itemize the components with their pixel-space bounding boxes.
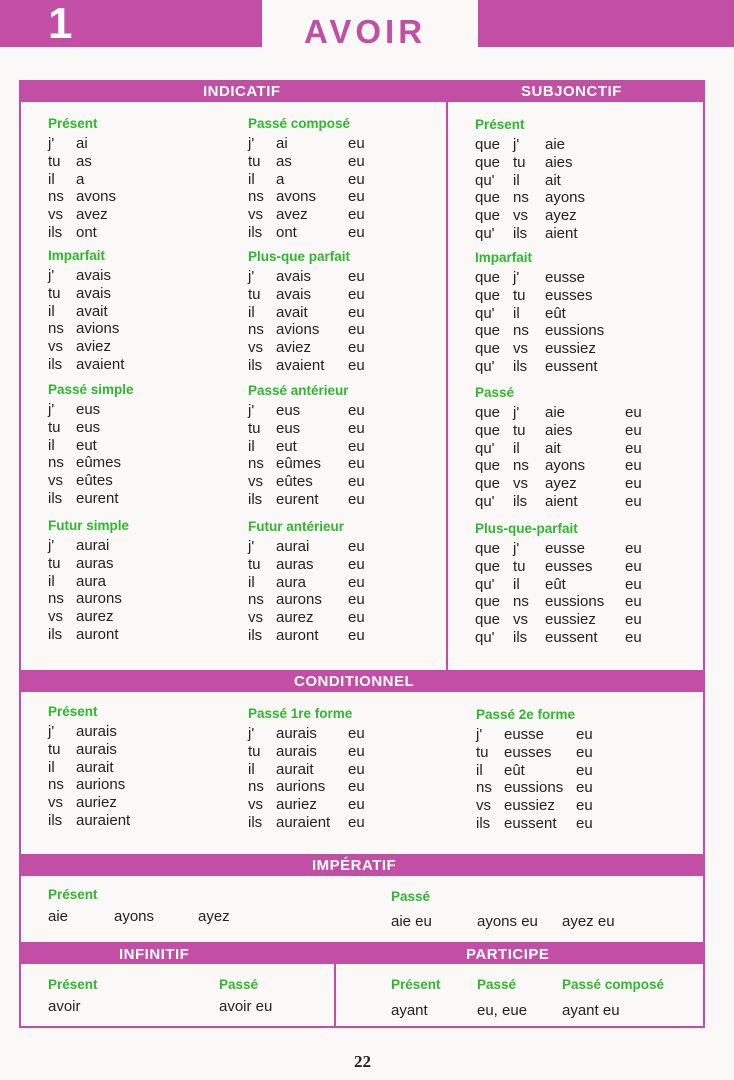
indicatif-passe-simple-label: Passé simple <box>48 382 134 397</box>
conditionnel-passe2-row-3-col-3: eu <box>576 761 593 779</box>
subjonctif-imparfait-row-4-col-3: eussions <box>545 322 605 340</box>
indicatif-passe-simple-row-4-col-1: ns <box>48 454 64 472</box>
indicatif-plus-que-parfait-row-2-col-1: tu <box>248 285 261 303</box>
indicatif-present-label: Présent <box>48 116 98 131</box>
conditionnel-passe1-row-6-col-1: ils <box>248 814 263 831</box>
conditionnel-passe1-row-3-col-3: eu <box>348 760 365 778</box>
indicatif-passe-anterieur-row-1-col-3: eu <box>348 402 365 419</box>
indicatif-passe-anterieur-label: Passé antérieur <box>248 383 349 398</box>
conditionnel-passe1-row-3-col-1: il <box>248 760 255 778</box>
imperatif-passe-label: Passé <box>391 889 431 904</box>
indicatif-plus-que-parfait-row-6-col-3: eu <box>348 357 365 374</box>
indicatif-futur-simple-row-6-col-2: auront <box>76 626 119 643</box>
indicatif-futur-simple-row-3-col-2: aura <box>76 572 107 590</box>
indicatif-imparfait-row-5-col-2: aviez <box>76 338 112 356</box>
participe-present: ayant <box>391 1002 428 1019</box>
subjonctif-plus-que-parfait-row-5-col-2: vs <box>513 611 528 629</box>
indicatif-passe-simple-row-1-col-2: eus <box>76 401 101 418</box>
indicatif-futur-anterieur-row-5-col-2: aurez <box>276 609 314 627</box>
indicatif-present-row-3-col-2: a <box>76 170 85 188</box>
subjonctif-plus-que-parfait-row-4-col-3: eussions <box>545 593 605 611</box>
header-bar-left <box>0 0 262 47</box>
conditionnel-passe2-row-5-col-2: eussiez <box>504 797 555 815</box>
imperatif-passe-3: ayez eu <box>562 913 615 930</box>
indicatif-futur-simple-row-4-col-1: ns <box>48 590 64 608</box>
participe-passe: eu, eue <box>477 1002 528 1019</box>
subjonctif-passe-row-3-col-4: eu <box>625 439 642 457</box>
indicatif-plus-que-parfait-row-4-col-1: ns <box>248 321 264 339</box>
indicatif-futur-anterieur-row-3-col-1: il <box>248 573 255 591</box>
conditionnel-passe1-row-2-col-1: tu <box>248 742 261 760</box>
indicatif-passe-compose-row-2-col-2: as <box>276 152 292 170</box>
indicatif-passe-simple-row-5-col-1: vs <box>48 472 63 490</box>
indicatif-passe-anterieur-row-2-col-1: tu <box>248 419 261 437</box>
participe-passe-compose-label: Passé composé <box>562 977 665 992</box>
subjonctif-imparfait-row-1-col-1: que <box>475 269 501 286</box>
conditionnel-passe2-label: Passé 2e forme <box>476 707 576 722</box>
indicatif-futur-anterieur-row-3-col-3: eu <box>348 573 365 591</box>
indicatif-passe-anterieur-row-6-col-3: eu <box>348 491 365 508</box>
indicatif-imparfait-row-6-col-2: avaient <box>76 356 125 373</box>
conditionnel-passe2-row-6-col-2: eussent <box>504 815 557 832</box>
conditionnel-passe2-row-6-col-3: eu <box>576 815 593 832</box>
conditionnel-passe1-row-6-col-2: auraient <box>276 814 331 831</box>
subjonctif-present-row-3-col-1: qu' <box>475 171 495 189</box>
indicatif-plus-que-parfait-row-3-col-2: avait <box>276 303 308 321</box>
subjonctif-present-row-2-col-3: aies <box>545 153 573 171</box>
column-divider <box>446 100 448 670</box>
indicatif-imparfait-row-1-col-2: avais <box>76 267 112 284</box>
page-number: 22 <box>354 1052 371 1071</box>
conditionnel-passe2-row-6-col-1: ils <box>476 815 491 832</box>
indicatif-passe-anterieur-row-1-col-1: j' <box>248 402 255 419</box>
indicatif-passe-compose-row-2-col-3: eu <box>348 152 365 170</box>
indicatif-futur-simple-row-5-col-2: aurez <box>76 608 114 626</box>
subjonctif-passe-row-2-col-2: tu <box>513 421 526 439</box>
indicatif-plus-que-parfait-label: Plus-que parfait <box>248 249 351 264</box>
subjonctif-plus-que-parfait-row-2-col-3: eusses <box>545 557 593 575</box>
indicatif-passe-anterieur-row-2-col-2: eus <box>276 419 301 437</box>
indicatif-passe-compose-row-1-col-2: ai <box>276 135 288 152</box>
conditionnel-passe2-row-2-col-3: eu <box>576 743 593 761</box>
subjonctif-imparfait-row-1-col-2: j' <box>513 269 520 286</box>
imperatif-passe-2: ayons eu <box>477 913 538 930</box>
verb-title: AVOIR <box>304 13 427 50</box>
conditionnel-present-row-3-col-1: il <box>48 758 55 776</box>
subjonctif-imparfait-row-6-col-2: ils <box>513 358 528 375</box>
indicatif-passe-anterieur-row-3-col-1: il <box>248 437 255 455</box>
conditionnel-passe2-row-1-col-2: eusse <box>504 726 545 743</box>
subjonctif-plus-que-parfait-row-3-col-1: qu' <box>475 575 495 593</box>
indicatif-passe-anterieur-row-4-col-3: eu <box>348 455 365 473</box>
indicatif-futur-anterieur-row-6-col-3: eu <box>348 627 365 644</box>
conditionnel-present-row-1-col-2: aurais <box>76 723 117 740</box>
indicatif-passe-anterieur-row-5-col-1: vs <box>248 473 263 491</box>
subjonctif-passe-row-2-col-4: eu <box>625 421 642 439</box>
indicatif-passe-anterieur-row-5-col-3: eu <box>348 473 365 491</box>
indicatif-passe-anterieur-row-3-col-3: eu <box>348 437 365 455</box>
indicatif-present-row-2-col-1: tu <box>48 152 61 170</box>
subjonctif-plus-que-parfait-row-3-col-2: il <box>513 575 520 593</box>
infinitif-passe: avoir eu <box>219 998 273 1015</box>
subjonctif-imparfait-row-2-col-3: eusses <box>545 286 593 304</box>
indicatif-passe-compose-row-4-col-2: avons <box>276 188 317 206</box>
indicatif-plus-que-parfait-row-1-col-3: eu <box>348 268 365 285</box>
subjonctif-present-row-1-col-3: aie <box>545 136 566 153</box>
subjonctif-passe-row-2-col-3: aies <box>545 421 573 439</box>
subjonctif-present-row-6-col-2: ils <box>513 225 528 242</box>
indicatif-passe-compose-row-6-col-3: eu <box>348 224 365 241</box>
imperatif-passe-1: aie eu <box>391 913 432 930</box>
indicatif-futur-anterieur-row-2-col-1: tu <box>248 555 261 573</box>
indicatif-present-row-2-col-2: as <box>76 152 92 170</box>
conditionnel-present-row-5-col-2: auriez <box>76 794 117 812</box>
subjonctif-present-row-6-col-3: aient <box>545 225 578 242</box>
indicatif-futur-anterieur-row-4-col-3: eu <box>348 591 365 609</box>
subjonctif-present-label: Présent <box>475 117 525 132</box>
subjonctif-plus-que-parfait-row-2-col-1: que <box>475 557 501 575</box>
indicatif-futur-anterieur-row-2-col-2: auras <box>276 555 314 573</box>
subjonctif-passe-row-1-col-2: j' <box>513 404 520 421</box>
imperatif-present-1: aie <box>48 908 69 925</box>
subjonctif-present-row-2-col-2: tu <box>513 153 526 171</box>
conditionnel-present-label: Présent <box>48 704 98 719</box>
subjonctif-plus-que-parfait-row-1-col-4: eu <box>625 540 642 557</box>
subjonctif-plus-que-parfait-row-3-col-4: eu <box>625 575 642 593</box>
subjonctif-present-row-4-col-2: ns <box>513 189 529 207</box>
indicatif-futur-simple-row-1-col-1: j' <box>48 537 55 554</box>
subjonctif-plus-que-parfait-row-5-col-1: que <box>475 611 501 629</box>
conditionnel-passe2-row-1-col-1: j' <box>476 726 483 743</box>
conditionnel-passe1-row-1-col-1: j' <box>248 725 255 742</box>
section-title-conditionnel: CONDITIONNEL <box>294 673 415 690</box>
indicatif-plus-que-parfait-row-5-col-1: vs <box>248 339 263 357</box>
subjonctif-passe-row-6-col-1: qu' <box>475 493 495 510</box>
conditionnel-passe1-row-1-col-3: eu <box>348 725 365 742</box>
subjonctif-plus-que-parfait-row-1-col-3: eusse <box>545 540 586 557</box>
indicatif-passe-simple-row-2-col-2: eus <box>76 418 101 436</box>
subjonctif-passe-row-6-col-3: aient <box>545 493 578 510</box>
subjonctif-plus-que-parfait-row-6-col-2: ils <box>513 629 528 646</box>
indicatif-futur-simple-row-4-col-2: aurons <box>76 590 122 608</box>
subjonctif-plus-que-parfait-row-5-col-4: eu <box>625 611 642 629</box>
subjonctif-imparfait-row-5-col-2: vs <box>513 340 528 358</box>
subjonctif-imparfait-row-2-col-2: tu <box>513 286 526 304</box>
conditionnel-passe2-row-5-col-1: vs <box>476 797 491 815</box>
subjonctif-passe-row-5-col-4: eu <box>625 475 642 493</box>
subjonctif-plus-que-parfait-row-4-col-2: ns <box>513 593 529 611</box>
indicatif-imparfait-row-5-col-1: vs <box>48 338 63 356</box>
subjonctif-passe-row-4-col-1: que <box>475 457 501 475</box>
indicatif-present-row-5-col-1: vs <box>48 206 63 224</box>
conditionnel-present-row-1-col-1: j' <box>48 723 55 740</box>
indicatif-imparfait-row-4-col-1: ns <box>48 320 64 338</box>
indicatif-passe-simple-row-6-col-1: ils <box>48 490 63 507</box>
subjonctif-imparfait-row-4-col-2: ns <box>513 322 529 340</box>
indicatif-imparfait-row-3-col-2: avait <box>76 302 108 320</box>
subjonctif-passe-row-5-col-2: vs <box>513 475 528 493</box>
imperatif-present-3: ayez <box>198 908 230 925</box>
indicatif-present-row-4-col-2: avons <box>76 188 117 206</box>
indicatif-futur-anterieur-row-5-col-3: eu <box>348 609 365 627</box>
indicatif-futur-anterieur-row-6-col-1: ils <box>248 627 263 644</box>
indicatif-futur-anterieur-row-5-col-1: vs <box>248 609 263 627</box>
indicatif-plus-que-parfait-row-6-col-1: ils <box>248 357 263 374</box>
indicatif-imparfait-row-1-col-1: j' <box>48 267 55 284</box>
infinitif-present-label: Présent <box>48 977 98 992</box>
subjonctif-imparfait-row-2-col-1: que <box>475 286 501 304</box>
indicatif-present-row-5-col-2: avez <box>76 206 108 224</box>
subjonctif-present-row-2-col-1: que <box>475 153 501 171</box>
subjonctif-imparfait-row-4-col-1: que <box>475 322 501 340</box>
subjonctif-passe-row-1-col-1: que <box>475 404 501 421</box>
conditionnel-present-row-6-col-1: ils <box>48 812 63 829</box>
indicatif-passe-simple-row-2-col-1: tu <box>48 418 61 436</box>
conditionnel-present-row-4-col-2: aurions <box>76 776 126 794</box>
subjonctif-present-row-4-col-1: que <box>475 189 501 207</box>
subjonctif-plus-que-parfait-row-2-col-4: eu <box>625 557 642 575</box>
indicatif-plus-que-parfait-row-2-col-3: eu <box>348 285 365 303</box>
conditionnel-present-row-6-col-2: auraient <box>76 812 131 829</box>
subjonctif-passe-row-3-col-1: qu' <box>475 439 495 457</box>
conditionnel-passe1-row-2-col-3: eu <box>348 742 365 760</box>
subjonctif-present-row-5-col-1: que <box>475 207 501 225</box>
subjonctif-passe-row-4-col-2: ns <box>513 457 529 475</box>
indicatif-passe-simple-row-1-col-1: j' <box>48 401 55 418</box>
conditionnel-passe1-row-3-col-2: aurait <box>276 760 314 778</box>
infinitif-participe-divider <box>334 962 336 1026</box>
indicatif-plus-que-parfait-row-1-col-1: j' <box>248 268 255 285</box>
conditionnel-passe2-row-4-col-2: eussions <box>504 779 564 797</box>
indicatif-futur-anterieur-label: Futur antérieur <box>248 519 345 534</box>
indicatif-passe-compose-row-1-col-1: j' <box>248 135 255 152</box>
conditionnel-passe1-row-4-col-2: aurions <box>276 778 326 796</box>
indicatif-present-row-6-col-2: ont <box>76 224 97 241</box>
conditionnel-passe1-row-5-col-3: eu <box>348 796 365 814</box>
indicatif-present-row-1-col-2: ai <box>76 135 88 152</box>
conditionnel-passe2-row-2-col-2: eusses <box>504 743 552 761</box>
conditionnel-passe1-label: Passé 1re forme <box>248 706 353 721</box>
indicatif-present-row-3-col-1: il <box>48 170 55 188</box>
section-title-infinitif: INFINITIF <box>119 946 190 963</box>
verb-number: 1 <box>48 0 73 48</box>
indicatif-futur-simple-label: Futur simple <box>48 518 130 533</box>
indicatif-passe-compose-row-5-col-1: vs <box>248 206 263 224</box>
subjonctif-passe-row-1-col-3: aie <box>545 404 566 421</box>
indicatif-passe-simple-row-4-col-2: eûmes <box>76 454 122 472</box>
indicatif-plus-que-parfait-row-3-col-3: eu <box>348 303 365 321</box>
subjonctif-plus-que-parfait-label: Plus-que-parfait <box>475 521 578 536</box>
subjonctif-passe-row-2-col-1: que <box>475 421 501 439</box>
imperatif-present-label: Présent <box>48 887 98 902</box>
indicatif-plus-que-parfait-row-4-col-2: avions <box>276 321 320 339</box>
indicatif-passe-anterieur-row-5-col-2: eûtes <box>276 473 313 491</box>
subjonctif-present-row-1-col-2: j' <box>513 136 520 153</box>
indicatif-plus-que-parfait-row-1-col-2: avais <box>276 268 312 285</box>
indicatif-passe-compose-row-5-col-3: eu <box>348 206 365 224</box>
subjonctif-present-row-4-col-3: ayons <box>545 189 586 207</box>
indicatif-present-row-4-col-1: ns <box>48 188 64 206</box>
conditionnel-passe2-row-1-col-3: eu <box>576 726 593 743</box>
indicatif-plus-que-parfait-row-5-col-2: aviez <box>276 339 312 357</box>
infinitif-passe-label: Passé <box>219 977 259 992</box>
section-title-indicatif: INDICATIF <box>203 83 281 100</box>
indicatif-imparfait-row-4-col-2: avions <box>76 320 120 338</box>
subjonctif-present-row-5-col-2: vs <box>513 207 528 225</box>
indicatif-futur-simple-row-2-col-2: auras <box>76 554 114 572</box>
indicatif-passe-compose-row-2-col-1: tu <box>248 152 261 170</box>
subjonctif-imparfait-row-3-col-1: qu' <box>475 304 495 322</box>
indicatif-futur-anterieur-row-4-col-2: aurons <box>276 591 322 609</box>
subjonctif-imparfait-label: Imparfait <box>475 250 533 265</box>
indicatif-futur-simple-row-2-col-1: tu <box>48 554 61 572</box>
indicatif-futur-simple-row-3-col-1: il <box>48 572 55 590</box>
indicatif-imparfait-row-6-col-1: ils <box>48 356 63 373</box>
participe-passe-label: Passé <box>477 977 517 992</box>
conditionnel-passe1-row-1-col-2: aurais <box>276 725 317 742</box>
indicatif-passe-compose-label: Passé composé <box>248 116 351 131</box>
indicatif-plus-que-parfait-row-3-col-1: il <box>248 303 255 321</box>
indicatif-plus-que-parfait-row-4-col-3: eu <box>348 321 365 339</box>
indicatif-passe-simple-row-3-col-1: il <box>48 436 55 454</box>
conditionnel-passe2-row-5-col-3: eu <box>576 797 593 815</box>
conditionnel-passe2-row-3-col-1: il <box>476 761 483 779</box>
conditionnel-present-row-3-col-2: aurait <box>76 758 114 776</box>
subjonctif-imparfait-row-3-col-3: eût <box>545 304 566 322</box>
imperatif-present-2: ayons <box>114 908 155 925</box>
subjonctif-imparfait-row-5-col-1: que <box>475 340 501 358</box>
subjonctif-plus-que-parfait-row-1-col-1: que <box>475 540 501 557</box>
indicatif-passe-simple-row-5-col-2: eûtes <box>76 472 113 490</box>
subjonctif-plus-que-parfait-row-4-col-4: eu <box>625 593 642 611</box>
indicatif-futur-anterieur-row-2-col-3: eu <box>348 555 365 573</box>
indicatif-passe-anterieur-row-6-col-2: eurent <box>276 491 319 508</box>
conditionnel-passe1-row-2-col-2: aurais <box>276 742 317 760</box>
indicatif-present-row-1-col-1: j' <box>48 135 55 152</box>
participe-passe-compose: ayant eu <box>562 1002 620 1019</box>
participe-present-label: Présent <box>391 977 441 992</box>
conditionnel-passe2-row-4-col-3: eu <box>576 779 593 797</box>
conditionnel-passe1-row-6-col-3: eu <box>348 814 365 831</box>
subjonctif-passe-row-1-col-4: eu <box>625 404 642 421</box>
indicatif-futur-anterieur-row-6-col-2: auront <box>276 627 319 644</box>
subjonctif-imparfait-row-1-col-3: eusse <box>545 269 586 286</box>
conditionnel-present-row-2-col-1: tu <box>48 740 61 758</box>
indicatif-futur-anterieur-row-1-col-2: aurai <box>276 538 310 555</box>
conditionnel-passe2-row-4-col-1: ns <box>476 779 492 797</box>
conditionnel-passe1-row-5-col-1: vs <box>248 796 263 814</box>
indicatif-plus-que-parfait-row-2-col-2: avais <box>276 285 312 303</box>
indicatif-passe-compose-row-3-col-3: eu <box>348 170 365 188</box>
indicatif-passe-anterieur-row-4-col-1: ns <box>248 455 264 473</box>
conditionnel-present-row-2-col-2: aurais <box>76 740 117 758</box>
indicatif-passe-anterieur-row-1-col-2: eus <box>276 402 301 419</box>
indicatif-passe-anterieur-row-3-col-2: eut <box>276 437 297 455</box>
indicatif-passe-compose-row-3-col-2: a <box>276 170 285 188</box>
indicatif-imparfait-row-2-col-2: avais <box>76 284 112 302</box>
subjonctif-imparfait-row-6-col-3: eussent <box>545 358 598 375</box>
subjonctif-plus-que-parfait-row-6-col-1: qu' <box>475 629 495 646</box>
indicatif-futur-simple-row-5-col-1: vs <box>48 608 63 626</box>
indicatif-passe-simple-row-6-col-2: eurent <box>76 490 119 507</box>
conditionnel-passe1-row-4-col-1: ns <box>248 778 264 796</box>
indicatif-imparfait-label: Imparfait <box>48 248 106 263</box>
infinitif-present: avoir <box>48 998 81 1015</box>
subjonctif-plus-que-parfait-row-3-col-3: eût <box>545 575 566 593</box>
subjonctif-plus-que-parfait-row-2-col-2: tu <box>513 557 526 575</box>
subjonctif-passe-row-3-col-3: ait <box>545 439 561 457</box>
subjonctif-passe-row-4-col-3: ayons <box>545 457 586 475</box>
subjonctif-present-row-5-col-3: ayez <box>545 207 577 225</box>
subjonctif-plus-que-parfait-row-1-col-2: j' <box>513 540 520 557</box>
subjonctif-passe-row-5-col-3: ayez <box>545 475 577 493</box>
subjonctif-imparfait-row-3-col-2: il <box>513 304 520 322</box>
subjonctif-present-row-3-col-3: ait <box>545 171 561 189</box>
header-bar-right <box>478 0 734 47</box>
conditionnel-present-row-4-col-1: ns <box>48 776 64 794</box>
subjonctif-passe-row-5-col-1: que <box>475 475 501 493</box>
section-title-imperatif: IMPÉRATIF <box>312 857 397 874</box>
indicatif-imparfait-row-3-col-1: il <box>48 302 55 320</box>
subjonctif-passe-row-6-col-4: eu <box>625 493 642 510</box>
indicatif-futur-simple-row-1-col-2: aurai <box>76 537 110 554</box>
indicatif-futur-anterieur-row-4-col-1: ns <box>248 591 264 609</box>
subjonctif-imparfait-row-6-col-1: qu' <box>475 358 495 375</box>
indicatif-present-row-6-col-1: ils <box>48 224 63 241</box>
subjonctif-present-row-6-col-1: qu' <box>475 225 495 242</box>
conditionnel-passe2-row-2-col-1: tu <box>476 743 489 761</box>
subjonctif-passe-label: Passé <box>475 385 515 400</box>
indicatif-passe-compose-row-4-col-1: ns <box>248 188 264 206</box>
subjonctif-passe-row-6-col-2: ils <box>513 493 528 510</box>
subjonctif-present-row-1-col-1: que <box>475 136 501 153</box>
indicatif-futur-anterieur-row-3-col-2: aura <box>276 573 307 591</box>
indicatif-passe-compose-row-1-col-3: eu <box>348 135 365 152</box>
indicatif-passe-simple-row-3-col-2: eut <box>76 436 97 454</box>
subjonctif-passe-row-3-col-2: il <box>513 439 520 457</box>
subjonctif-plus-que-parfait-row-4-col-1: que <box>475 593 501 611</box>
indicatif-passe-compose-row-6-col-2: ont <box>276 224 297 241</box>
indicatif-plus-que-parfait-row-5-col-3: eu <box>348 339 365 357</box>
indicatif-futur-simple-row-6-col-1: ils <box>48 626 63 643</box>
section-title-subjonctif: SUBJONCTIF <box>521 83 622 100</box>
conditionnel-passe2-row-3-col-2: eût <box>504 761 525 779</box>
section-title-participe: PARTICIPE <box>466 946 550 963</box>
indicatif-passe-compose-row-6-col-1: ils <box>248 224 263 241</box>
indicatif-futur-anterieur-row-1-col-1: j' <box>248 538 255 555</box>
subjonctif-present-row-3-col-2: il <box>513 171 520 189</box>
conditionnel-passe1-row-5-col-2: auriez <box>276 796 317 814</box>
indicatif-passe-anterieur-row-4-col-2: eûmes <box>276 455 322 473</box>
indicatif-futur-anterieur-row-1-col-3: eu <box>348 538 365 555</box>
subjonctif-imparfait-row-5-col-3: eussiez <box>545 340 596 358</box>
indicatif-passe-anterieur-row-6-col-1: ils <box>248 491 263 508</box>
indicatif-imparfait-row-2-col-1: tu <box>48 284 61 302</box>
subjonctif-plus-que-parfait-row-6-col-4: eu <box>625 629 642 646</box>
indicatif-plus-que-parfait-row-6-col-2: avaient <box>276 357 325 374</box>
conditionnel-passe1-row-4-col-3: eu <box>348 778 365 796</box>
indicatif-passe-compose-row-5-col-2: avez <box>276 206 308 224</box>
indicatif-passe-compose-row-3-col-1: il <box>248 170 255 188</box>
indicatif-passe-compose-row-4-col-3: eu <box>348 188 365 206</box>
indicatif-passe-anterieur-row-2-col-3: eu <box>348 419 365 437</box>
subjonctif-plus-que-parfait-row-6-col-3: eussent <box>545 629 598 646</box>
subjonctif-plus-que-parfait-row-5-col-3: eussiez <box>545 611 596 629</box>
conditionnel-present-row-5-col-1: vs <box>48 794 63 812</box>
subjonctif-passe-row-4-col-4: eu <box>625 457 642 475</box>
